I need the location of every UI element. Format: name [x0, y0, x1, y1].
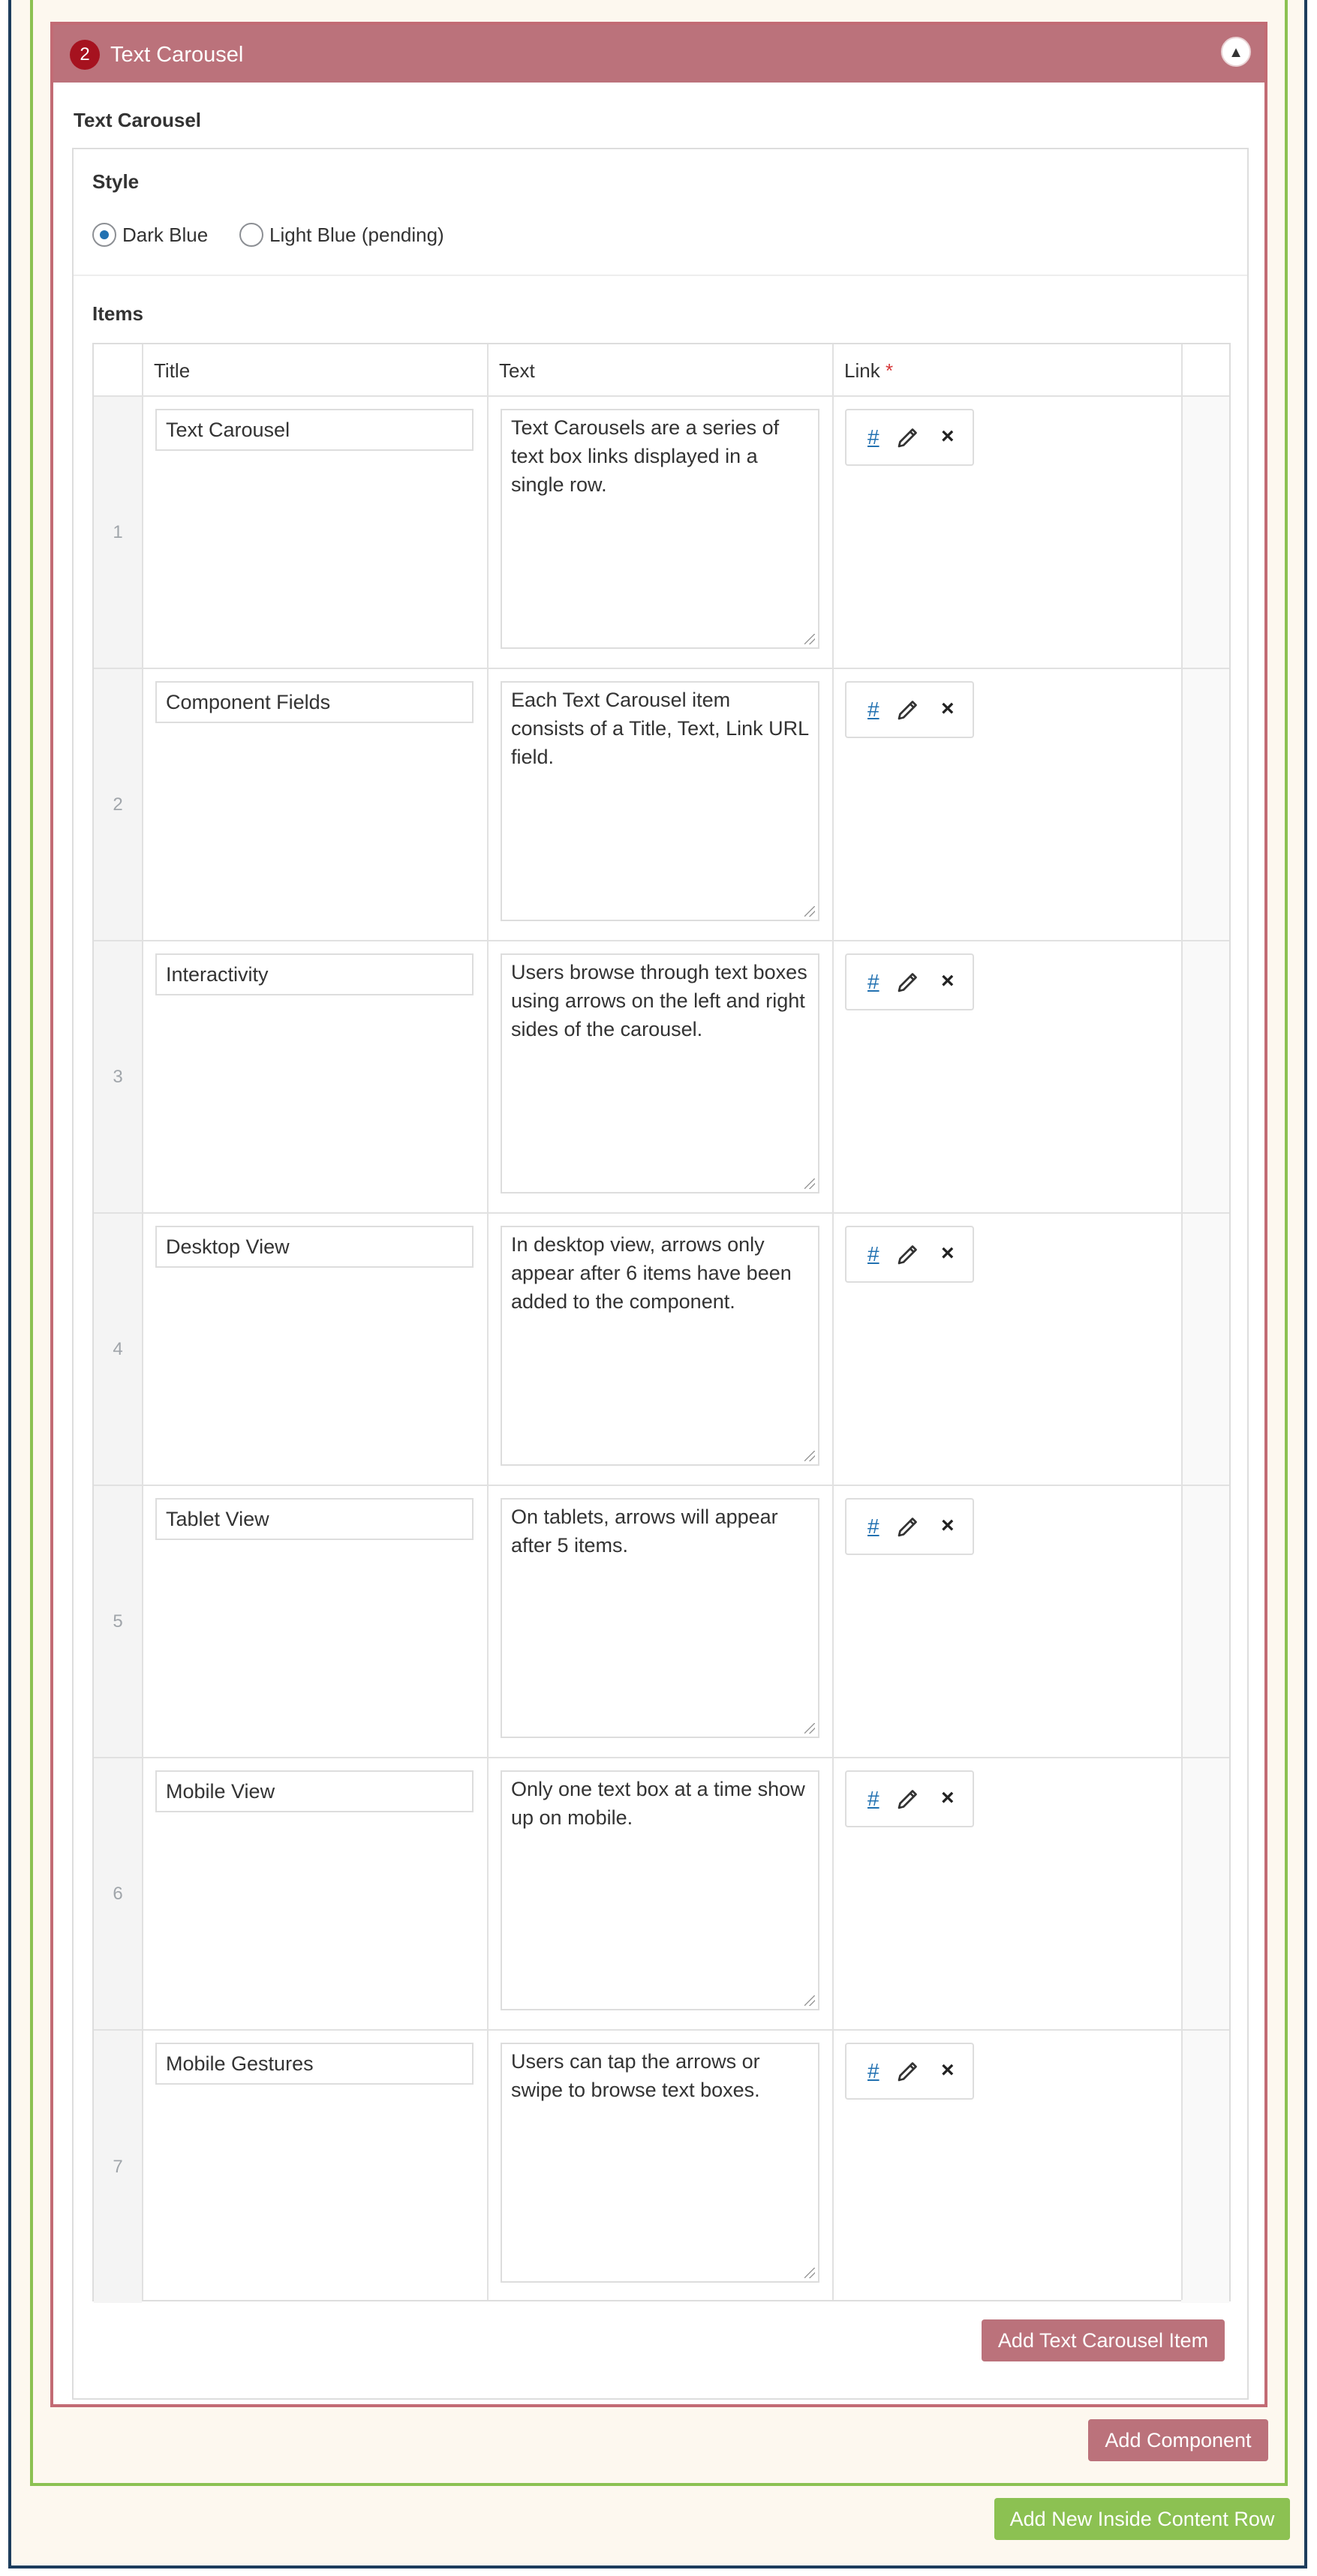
row-number-handle[interactable]	[94, 1758, 142, 2029]
add-text-carousel-item-button[interactable]: Add Text Carousel Item	[982, 2319, 1225, 2361]
title-input[interactable]: Mobile View	[155, 1770, 474, 1812]
column-divider	[487, 344, 489, 2300]
resize-handle-icon[interactable]	[804, 2268, 815, 2278]
table-row	[94, 1486, 1229, 1758]
textarea-value: Users browse through text boxes using arrows on the left and right sides of the carousel.	[511, 961, 807, 1040]
column-divider	[1181, 344, 1183, 2300]
text-textarea[interactable]	[501, 1226, 819, 1466]
link-url[interactable]: #	[867, 1242, 880, 1265]
row-number-handle[interactable]	[94, 397, 142, 668]
link-field	[845, 953, 974, 1010]
column-divider	[142, 344, 143, 2300]
text-textarea[interactable]	[501, 1498, 819, 1738]
title-input[interactable]: Interactivity	[155, 953, 474, 995]
row-number-handle[interactable]	[94, 2031, 142, 2303]
table-header	[94, 344, 1229, 397]
link-field	[845, 681, 974, 738]
column-header-text: Text	[499, 359, 535, 382]
table-row	[94, 941, 1229, 1214]
component-header[interactable]	[53, 25, 1264, 83]
component-section-heading: Text Carousel	[74, 109, 202, 131]
row-number: 2	[113, 794, 123, 815]
table-row	[94, 2031, 1229, 2303]
link-url[interactable]: #	[867, 2059, 880, 2082]
style-option-label: Light Blue (pending)	[269, 224, 444, 246]
link-url[interactable]: #	[867, 1515, 880, 1538]
style-label: Style	[92, 170, 140, 193]
row-actions[interactable]	[1181, 669, 1229, 940]
row-actions[interactable]	[1181, 1214, 1229, 1485]
component-header-title: Text Carousel	[110, 43, 244, 67]
items-repeater-table	[92, 343, 1231, 2301]
resize-handle-icon[interactable]	[804, 1995, 815, 2006]
resize-handle-icon[interactable]	[804, 1178, 815, 1189]
close-icon[interactable]: ×	[941, 424, 955, 449]
add-component-button[interactable]: Add Component	[1088, 2419, 1268, 2461]
textarea-value: Users can tap the arrows or swipe to browse text boxes.	[511, 2050, 760, 2101]
table-row	[94, 1214, 1229, 1486]
text-textarea[interactable]	[501, 2043, 819, 2283]
radio-unchecked-icon[interactable]	[239, 223, 263, 247]
column-header-title: Title	[154, 359, 191, 382]
column-divider	[832, 344, 834, 2300]
items-label: Items	[92, 302, 143, 325]
textarea-value: Each Text Carousel item consists of a Title, Text, Link URL field.	[511, 689, 809, 768]
text-textarea[interactable]	[501, 681, 819, 921]
triangle-up-icon[interactable]: ▲	[1221, 37, 1251, 67]
column-header-link	[832, 344, 893, 397]
row-actions[interactable]	[1181, 2031, 1229, 2303]
row-number: 1	[113, 521, 123, 542]
link-url[interactable]: #	[867, 970, 880, 993]
row-number: 4	[113, 1338, 123, 1359]
row-number-handle[interactable]	[94, 1214, 142, 1485]
link-url[interactable]: #	[867, 425, 880, 449]
required-marker: *	[885, 359, 894, 382]
row-number-handle[interactable]	[94, 941, 142, 1212]
text-textarea[interactable]	[501, 953, 819, 1193]
textarea-value: Only one text box at a time show up on mobile.	[511, 1778, 805, 1829]
link-field	[845, 1770, 974, 1827]
title-input[interactable]: Mobile Gestures	[155, 2043, 474, 2085]
link-url[interactable]: #	[867, 698, 880, 721]
title-input[interactable]: Desktop View	[155, 1226, 474, 1268]
pencil-icon[interactable]	[895, 1241, 922, 1268]
row-number-handle[interactable]	[94, 1486, 142, 1757]
table-row	[94, 669, 1229, 941]
title-input[interactable]: Text Carousel	[155, 409, 474, 451]
row-actions[interactable]	[1181, 941, 1229, 1212]
resize-handle-icon[interactable]	[804, 906, 815, 917]
link-field	[845, 409, 974, 466]
row-number: 6	[113, 1883, 123, 1904]
style-option-light-blue[interactable]	[239, 221, 444, 248]
table-row	[94, 397, 1229, 669]
style-option-dark-blue[interactable]	[92, 221, 208, 248]
textarea-value: On tablets, arrows will appear after 5 items.	[511, 1506, 778, 1557]
textarea-value: Text Carousels are a series of text box links displayed in a single row.	[511, 416, 780, 496]
textarea-value: In desktop view, arrows only appear after 6 items have been added to the component.	[511, 1233, 792, 1313]
table-body	[94, 397, 1229, 2301]
add-inside-content-row-button[interactable]: Add New Inside Content Row	[994, 2498, 1290, 2540]
row-number: 7	[113, 2156, 123, 2177]
close-icon[interactable]: ×	[941, 1785, 955, 1810]
close-icon[interactable]: ×	[941, 1513, 955, 1538]
row-actions[interactable]	[1181, 397, 1229, 668]
pencil-icon[interactable]	[895, 2058, 922, 2085]
row-number: 5	[113, 1611, 123, 1632]
pencil-icon[interactable]	[895, 1785, 922, 1812]
text-carousel-component	[50, 22, 1267, 2407]
text-textarea[interactable]	[501, 1770, 819, 2010]
row-actions[interactable]	[1181, 1486, 1229, 1757]
row-actions[interactable]	[1181, 1758, 1229, 2029]
resize-handle-icon[interactable]	[804, 1723, 815, 1734]
component-number-badge: 2	[70, 40, 100, 70]
link-field	[845, 1498, 974, 1555]
resize-handle-icon[interactable]	[804, 1451, 815, 1461]
text-textarea[interactable]	[501, 409, 819, 649]
table-row	[94, 1758, 1229, 2031]
close-icon[interactable]: ×	[941, 696, 955, 721]
link-field	[845, 2043, 974, 2100]
row-number: 3	[113, 1066, 123, 1087]
divider	[74, 275, 1247, 276]
title-input[interactable]: Component Fields	[155, 681, 474, 723]
pencil-icon[interactable]	[895, 1513, 922, 1540]
link-url[interactable]: #	[867, 1787, 880, 1810]
component-fields-panel	[72, 148, 1249, 2400]
link-header-label: Link	[844, 359, 880, 382]
pencil-icon[interactable]	[895, 424, 922, 451]
row-number-handle[interactable]	[94, 669, 142, 940]
link-field	[845, 1226, 974, 1283]
style-option-label: Dark Blue	[122, 224, 209, 246]
close-icon[interactable]: ×	[941, 2058, 955, 2082]
resize-handle-icon[interactable]	[804, 634, 815, 644]
pencil-icon[interactable]	[895, 968, 922, 995]
close-icon[interactable]: ×	[941, 1241, 955, 1265]
pencil-icon[interactable]	[895, 696, 922, 723]
radio-checked-icon[interactable]	[92, 223, 116, 247]
title-input[interactable]: Tablet View	[155, 1498, 474, 1540]
close-icon[interactable]: ×	[941, 968, 955, 993]
